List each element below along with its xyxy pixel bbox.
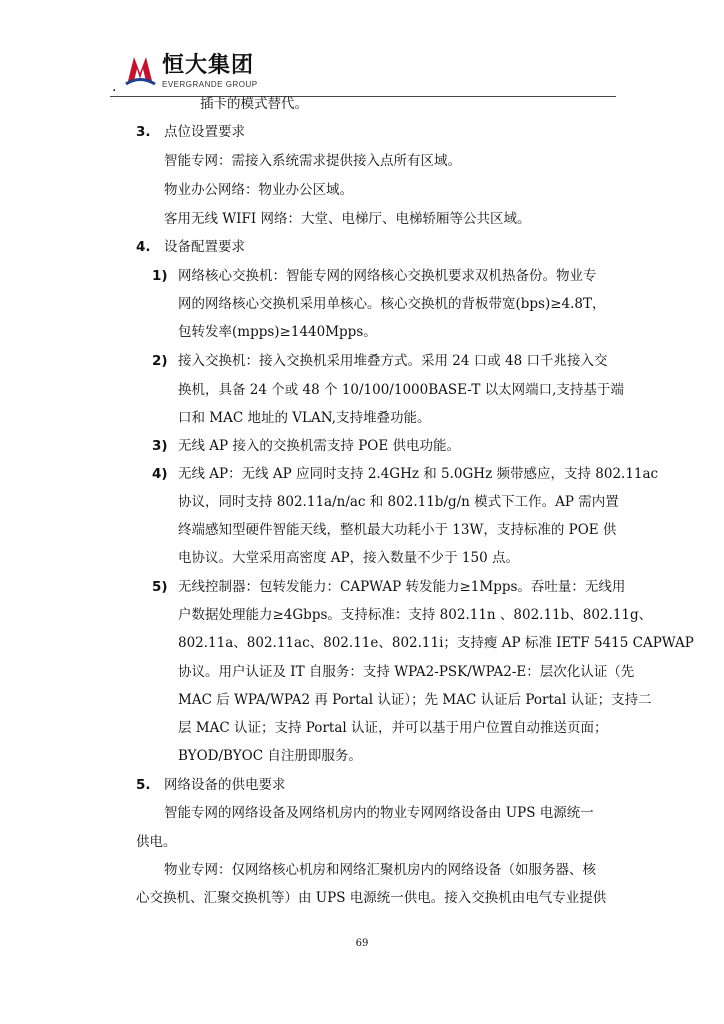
text-line: 包转发率(mpps)≥1440Mpps。 [178, 324, 377, 340]
text-line: 口和 MAC 地址的 VLAN,支持堆叠功能。 [178, 410, 431, 426]
text-line: 层 MAC 认证；支持 Portal 认证，并可以基于用户位置自动推送页面； [178, 720, 608, 736]
text-line: 网络核心交换机：智能专网的网络核心交换机要求双机热备份。物业专 [178, 268, 597, 284]
text-line: 户数据处理能力≥4Gbps。支持标准：支持 802.11n 、802.11b、802.11g、 [178, 607, 653, 623]
text-line: 客用无线 WIFI 网络：大堂、电梯厅、电梯轿厢等公共区域。 [164, 211, 531, 227]
evergrande-logo-icon [122, 51, 158, 87]
text-line: 智能专网：需接入系统需求提供接入点所有区域。 [164, 153, 461, 169]
text-line: 无线 AP 接入的交换机需支持 POE 供电功能。 [178, 438, 461, 454]
text-line: 协议。用户认证及 IT 自服务：支持 WPA2-PSK/WPA2-E：层次化认证（先 [178, 664, 635, 680]
section-heading: 点位设置要求 [164, 124, 245, 140]
item-number: 4) [152, 466, 168, 482]
text-line: 无线控制器：包转发能力：CAPWAP 转发能力≥1Mpps。吞吐量：无线用 [178, 579, 626, 595]
text-line: BYOD/BYOC 自注册即服务。 [178, 748, 362, 764]
item-number: 1) [152, 268, 168, 284]
text-line: 终端感知型硬件智能天线，整机最大功耗小于 13W，支持标准的 POE 供 [178, 522, 617, 538]
text-line: 电协议。大堂采用高密度 AP，接入数量不少于 150 点。 [178, 550, 519, 566]
text-line: 智能专网的网络设备及网络机房内的物业专网网络设备由 UPS 电源统一 [164, 805, 594, 821]
text-line: 心交换机、汇聚交换机等）由 UPS 电源统一供电。接入交换机由电气专业提供 [136, 890, 607, 906]
text-line: 物业专网：仅网络核心机房和网络汇聚机房内的网络设备（如服务器、核 [164, 862, 596, 878]
text-line: 插卡的模式替代。 [200, 96, 308, 112]
text-line: 换机，具备 24 个或 48 个 10/100/1000BASE-T 以太网端口,支持基于端 [178, 382, 624, 398]
text-line: 接入交换机：接入交换机采用堆叠方式。采用 24 口或 48 口千兆接入交 [178, 353, 608, 369]
text-line: 网的网络核心交换机采用单核心。核心交换机的背板带宽(bps)≥4.8T， [178, 296, 606, 312]
logo-english-name: EVERGRANDE GROUP [162, 80, 258, 89]
section-number: 3. [136, 124, 151, 140]
item-number: 2) [152, 353, 168, 369]
header-bullet: . [112, 79, 117, 95]
text-line: 物业办公网络：物业办公区域。 [164, 182, 353, 198]
section-heading: 设备配置要求 [164, 239, 245, 255]
text-line: 802.11a、802.11ac、802.11e、802.11i；支持瘦 AP 标准 IETF 5415 CAPWAP [178, 635, 694, 651]
text-line: 无线 AP：无线 AP 应同时支持 2.4GHz 和 5.0GHz 频带感应，支持 802.11ac [178, 466, 659, 482]
text-line: MAC 后 WPA/WPA2 再 Portal 认证）；先 MAC 认证后 Portal 认证；支持二 [178, 692, 652, 708]
text-line: 协议，同时支持 802.11a/n/ac 和 802.11b/g/n 模式下工作。AP 需内置 [178, 494, 619, 510]
item-number: 5) [152, 579, 168, 595]
text-line: 供电。 [136, 834, 177, 850]
page-number: 69 [355, 938, 369, 949]
logo-chinese-name: 恒大集团 [162, 53, 255, 78]
section-number: 4. [136, 239, 151, 255]
section-number: 5. [136, 777, 151, 793]
item-number: 3) [152, 438, 168, 454]
section-heading: 网络设备的供电要求 [164, 777, 286, 793]
